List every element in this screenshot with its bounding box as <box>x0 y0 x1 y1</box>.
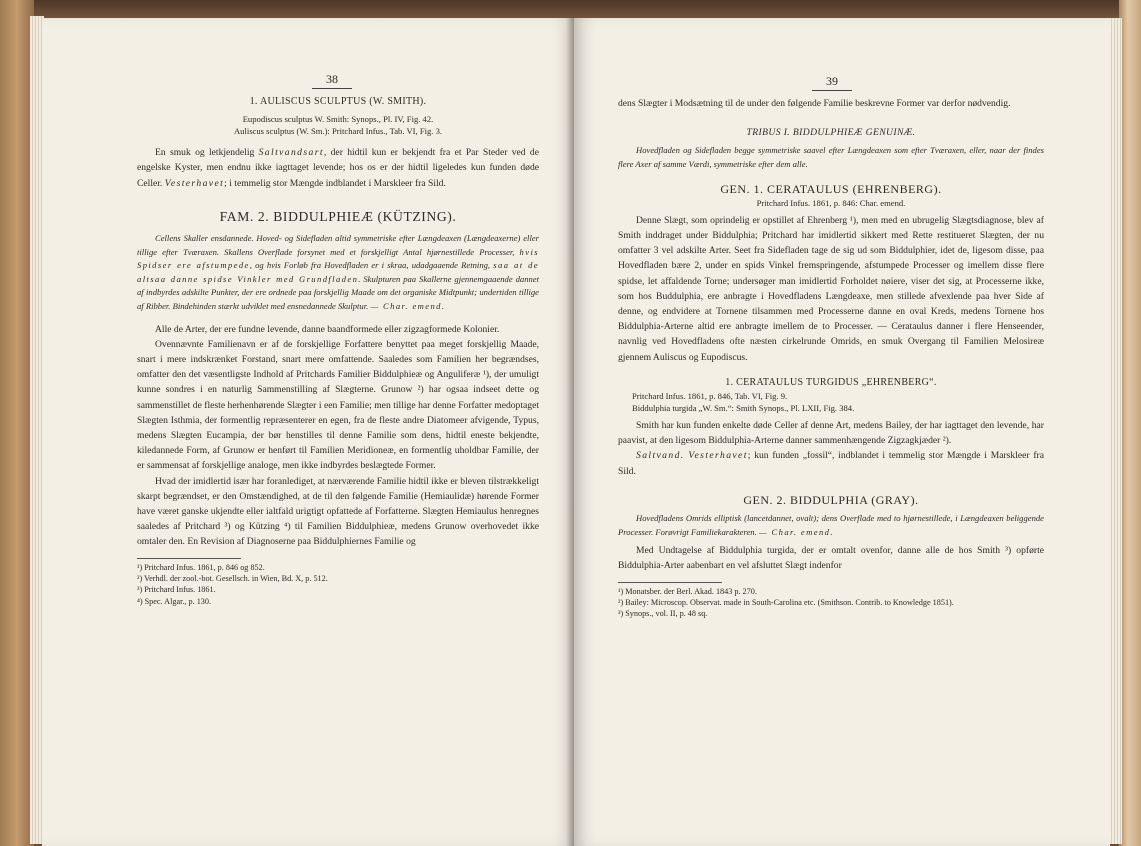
paragraph <box>618 448 1044 478</box>
right-page-text <box>618 96 1044 620</box>
genus-diagnosis <box>618 512 1044 539</box>
species-heading: 1. AULISCUS SCULPTUS (W. SMITH). <box>249 96 427 107</box>
footnote: ¹) Monatsber. der Berl. Akad. 1843 p. 270. <box>618 586 757 596</box>
footnote: ²) Bailey: Microscop. Observat. made in South-Carolina etc. (Smithson. Contrib. to Knowledge 1851). <box>618 598 954 608</box>
paragraph: Smith har kun funden enkelte døde Celler af denne Art, medens Bailey, der har iagttaget den levende, har paavist, at den ligesom Biddulphia-Arterne danner sammenhængende Zigzagkjæder ²). <box>618 420 1044 447</box>
text-run: ; kun funden „fossil“, indblandet i temmelig stor Mængde i Marskleer fra Sild. <box>618 450 1044 477</box>
locality-term: Vesterhavet <box>164 177 225 189</box>
author-note: — Char. emend. <box>370 300 446 311</box>
habitat-term: Saltvandsart <box>258 147 324 159</box>
text-run: Cellens Skaller ensdannede. Hoved- og Sidefladen altid symmetriske efter Længdeaxen (Længdeaxerne) eller tillige efter Tværaxen. Skallens Overflade forsynet med et forskjelligt Antal hjørnestillede Processer, <box>137 233 539 257</box>
left-page-text <box>137 94 539 607</box>
paragraph: Hvad der imidlertid især har foranlediget, at nærværende Familie hidtil ikke er bleven tilstrækkeligt skarpt begrændset, er den Omstændighed, at de til den følgende Familie (Hemiaulidæ) hørende Former have været ganske ukjendte eller ialtfald urigtigt opfattede af Forfatterne. Slægten Hemiaulus henregnes saaledes af Pritchard ³) og Kützing ⁴) til Familien Biddulphieæ, medens Grunow overhovedet ikke omtaler den. En Revision af Diagnoserne paa Biddulphiernes Familie og <box>137 475 539 548</box>
page-edges-right <box>1108 18 1122 844</box>
page-number: 38 <box>312 72 352 87</box>
page-number: 39 <box>812 74 852 89</box>
book-cover-right <box>1119 0 1141 846</box>
footnote-rule <box>618 582 722 583</box>
paragraph: Denne Slægt, som oprindelig er opstillet af Ehrenberg ¹), men med en ubrugelig Slægtsdiagnose, blev af Smith inddraget under Biddulphia; Pritchard har imidlertid sikkert med Rette restitueret Slægten, der nu omfatter 3 vel adskilte Arter. Seet fra Sidefladen tage de sig ud som Biddulphier, idet de, ligesom disse, paa Hovedfladen bære 2, under en spids Vinkel fremspringende, afstumpede Processer og imellem disse flere spidse, let affaldende Torne; undersøger man imidlertid Forholdet nøiere, viser det sig, at Processerne ikke, som hos Buddulphia, ere anbragte i Hovedfladens Længdeaxe, men stillede afvexlende paa hver Side af denne, og endvidere at Tornene tilsammen med Processerne danne en oval Kreds, medens Tornene hos Biddulphia-Arterne altid ere anbragte imellem de to Processer. — Cerataulus danner i flere Henseender, navnlig ved Hovedfladens ofte næsten cirkelrunde Omrids, en smuk Overgang til Familien Melosireæ gjennem Auliscus og Eupodiscus. <box>618 214 1044 363</box>
paragraph: Alle de Arter, der ere fundne levende, danne baandformede eller zigzagformede Kolonier. <box>155 323 500 335</box>
family-heading: FAM. 2. BIDDULPHIEÆ (KÜTZING). <box>219 208 457 224</box>
left-page <box>42 18 574 846</box>
synonym-line: Biddulphia turgida „W. Sm.“: Smith Synops., Pl. LXII, Fig. 384. <box>632 403 855 414</box>
text-run: En smuk og letkjendelig <box>155 147 259 159</box>
footnote: ¹) Pritchard Infus. 1861, p. 846 og 852. <box>137 562 265 572</box>
synonym-line: Pritchard Infus. 1861, p. 846, Tab. VI, Fig. 9. <box>632 391 788 402</box>
spaced-text: hvis Spidser ere afstumpede <box>137 246 539 271</box>
text-run: . Skulpturen paa Skallerne gjennemgaaende dannet af indbyrdes adskilte Punkter, der ere ordnede paa forskjellig Maade om det organiske Midtpunkt; undertiden tillige af Ribber. Bindehinden stærkt udviklet med ensnedannede Skulptur. <box>137 273 539 311</box>
book-cover-left <box>0 0 34 846</box>
species-heading: 1. CERATAULUS TURGIDUS „EHRENBERG“. <box>725 376 937 388</box>
footnote: ²) Verhdl. der zool.-bot. Gesellsch. in Wien, Bd. X, p. 512. <box>137 574 328 584</box>
tribus-diagnosis: Hovedfladen og Sidefladen begge symmetriske saavel efter Længdeaxen som efter Tværaxen, eller, naar der findes flere Axer af samme Værdi, symmetriske efter dem alle. <box>618 145 1044 169</box>
genus-heading: GEN. 2. BIDDULPHIA (GRAY). <box>743 492 919 507</box>
text-run: ; i temmelig stor Mængde indblandet i Marskleer fra Sild. <box>224 177 446 189</box>
genus-heading: GEN. 1. CERATAULUS (EHRENBERG). <box>720 181 942 196</box>
locality-term: Vesterhavet <box>688 450 748 462</box>
synonym-line: Eupodiscus sculptus W. Smith: Synops., Pl. IV, Fig. 42. <box>242 114 434 125</box>
footnote-rule <box>137 558 241 559</box>
tribus-heading: TRIBUS I. BIDDULPHIEÆ GENUINÆ. <box>746 127 916 139</box>
text-run: , der hidtil kun er bekjendt fra et Par Steder ved de engelske Kyster, men endnu ikke iagttaget levende; hos os er der hidtil ligeledes kun funden døde Celler. <box>137 147 539 189</box>
family-diagnosis <box>137 232 539 314</box>
footnote: ³) Pritchard Infus. 1861. <box>137 585 216 595</box>
right-page <box>574 18 1110 846</box>
spaced-text: saa at de altsaa danne spidse Vinkler med Grundfladen <box>137 260 539 284</box>
footnote: ³) Synops., vol. II, p. 48 sq. <box>618 609 708 619</box>
habitat-term: Saltvand. <box>636 450 685 462</box>
species-description <box>137 145 539 191</box>
paragraph: dens Slægter i Modsætning til de under den følgende Familie beskrevne Former var derfor nødvendig. <box>618 98 1011 109</box>
author-note: — Char. emend. <box>758 526 834 537</box>
genus-reference: Pritchard Infus. 1861, p. 846: Char. emend. <box>756 197 906 208</box>
footnote: ⁴) Spec. Algar., p. 130. <box>137 596 212 606</box>
paragraph: Ovennævnte Familienavn er af de forskjellige Forfattere benyttet paa meget forskjellig Maade, snart i mere indskrænket Forstand, snart mere omfattende. Saaledes som Familien her begrændses, omfatter den det væsentligste Indhold af Pritchards Familier Biddulphieæ og Anguliferæ ¹), der umuligt kunne sondres i en naturlig Sammenstilling af Slægterne. Grunow ²) har ogsaa indseet dette og sammenstillet de fleste herhenhørende Slægter i een Familie; men tillige har denne Forfatter medoptaget Slægten Isthmia, der formentlig repræsenterer en egen, fra de fleste andre Diatomeer afvigende, Typus, medens Slægten Eucampia, der bør henstilles til denne Familie som dens, hidtil eneste bekjendte, kiledannede Form, af Grunow er henført til Familien Meridioneæ, en formentlig uholdbar Familie, der er sammensat af forskjellige analoge, men ikke indbyrdes beslægtede Former. <box>137 338 539 472</box>
text-run: , og hvis Forløb fra Hovedfladen er i skraa, udadgaaende Retning, <box>249 260 494 271</box>
paragraph: Med Undtagelse af Biddulphia turgida, der er omtalt ovenfor, danne alle de hos Smith ³) opførte Biddulphia-Arter aabenbart en vel afsluttet Slægt indenfor <box>618 545 1044 572</box>
text-run: Hovedfladens Omrids elliptisk (lancetdannet, ovalt); dens Overflade med to hjørnestillede, i Længdeaxen beliggende Processer. Forøvrigt Familiekarakteren. <box>618 513 1044 537</box>
synonym-line: Auliscus sculptus (W. Sm.): Pritchard Infus., Tab. VI, Fig. 3. <box>233 126 443 137</box>
